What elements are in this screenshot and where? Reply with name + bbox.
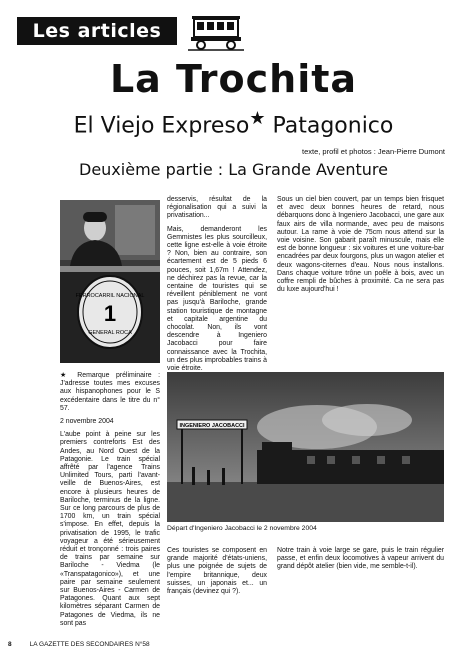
subtitle-star: ★: [249, 108, 266, 129]
article-subtitle: [0, 106, 467, 139]
plate-number: 1: [103, 301, 117, 326]
part-heading: Deuxième partie : La Grande Aventure: [79, 160, 388, 179]
subtitle-text: El Viejo Expreso: [73, 113, 250, 139]
column-middle-lower: [167, 547, 267, 601]
photo-credit: texte, profil et photos : Jean-Pierre Dumont: [302, 147, 445, 156]
body-paragraph: Mais, demanderont les Gemmistes les plus sourcilleux, cette ligne est-elle à voie étroite ? Non, bien au contraire, son écartement est de 5 pieds 6 pouces, soit 1,67m ! Attendez, ne déchirez pas la revue, car la centaine de touristes qui se réveillent péniblement ne vont pas jusqu'à Bariloche, grande station touristique de montagne et capitale argentine du chocolat. Non, ils vont descendre à Ingeniero Jacobacci pour faire connaissance avec la Trochita, un des plus improbables trains à voie étroite.: [167, 225, 267, 373]
photo-station-departure: [167, 372, 444, 522]
photo-locomotive-cab-image: [60, 200, 160, 363]
train-car-icon: [188, 13, 244, 51]
body-paragraph: L'aube point à peine sur les premiers contreforts Est des Andes, au Nord Ouest de la Patagonie. Le train spécial affrêté par l'agence Trains Unlimited Tours, parti l'avant-veille de Buenos-Aires, est encore à plusieurs heures de Bariloche, terminus de la ligne. Sur ce long parcours de plus de 1700 km, un train spécial s'impose. En effet, depuis la privatisation de 1995, le trafic voyageur a été sérieusement réduit et tronçonné : trois paires de trains par semaine sur Bariloche - Viedma (le «Transpatagonico»), et une paire par semaine seulement sur Buenos-Aires - Carmen de Patagones. Quant aux sept kilomètres séparant Carmen de Patagones de Viedma, ils ne sont pas: [60, 431, 160, 627]
body-paragraph: desservis, résultat de la régionalisation qui a suivi la privatisation...: [167, 196, 267, 220]
page-footer: [8, 641, 150, 649]
photo-station-departure-image: [167, 372, 444, 522]
photo-caption: Départ d'Ingeniero Jacobacci le 2 novembre 2004: [167, 525, 317, 532]
body-paragraph: Ces touristes se composent en grande majorité d'états-uniens, plus une poignée de sujets de l'empire britannique, deux suisses, un japonais et... un français (devinez qui ?).: [167, 547, 267, 596]
body-paragraph: Notre train à voie large se gare, puis le train régulier passe, et enfin deux locomotives à vapeur arrivent du grand dépôt atelier (bien vide, me semble-t-il).: [277, 547, 444, 571]
section-label: Les articles: [17, 17, 177, 45]
column-right: [277, 196, 444, 299]
plate-line-2: GENERAL ROCA: [88, 330, 132, 336]
plate-line-1: FERROCARRIL NACIONAL: [75, 293, 145, 299]
remark-paragraph: ★ Remarque préliminaire : J'adresse toutes mes excuses aux hispanophones pour le S excédentaire dans le titre du n° 57.: [60, 372, 160, 412]
column-right-lower: [277, 547, 444, 577]
magazine-name: LA GAZETTE DES SECONDAIRES N°58: [29, 641, 150, 648]
station-sign: INGENIERO JACOBACCI: [179, 423, 245, 429]
column-left: [60, 372, 160, 633]
body-paragraph: Sous un ciel bien couvert, par un temps bien frisquet et avec deux bonnes heures de retard, nous débarquons donc à Ingeniero Jacobacci, une gare aux faux airs de villa normande, avec peu de maisons autour. La rame à voie de 75cm nous attend sur la voie voisine. Son gabarit paraît minuscule, mais elle est de bonne longueur : six voitures et une voiture-bar encadrées par deux fourgons, plus un wagon atelier et deux wagons-citernes d'eau. Nous nous installons. Dans chaque voiture trône un poêle à bois, avec un coffre rempli de bûches à proximité. Ca ne sera pas du luxe aujourd'hui !: [277, 196, 444, 294]
column-middle: [167, 196, 267, 378]
photo-locomotive-cab: [60, 200, 160, 363]
page-number: 8: [8, 641, 12, 648]
subtitle-tail: Patagonico: [265, 113, 394, 139]
article-title: La Trochita: [109, 57, 358, 101]
date-line: 2 novembre 2004: [60, 418, 114, 426]
